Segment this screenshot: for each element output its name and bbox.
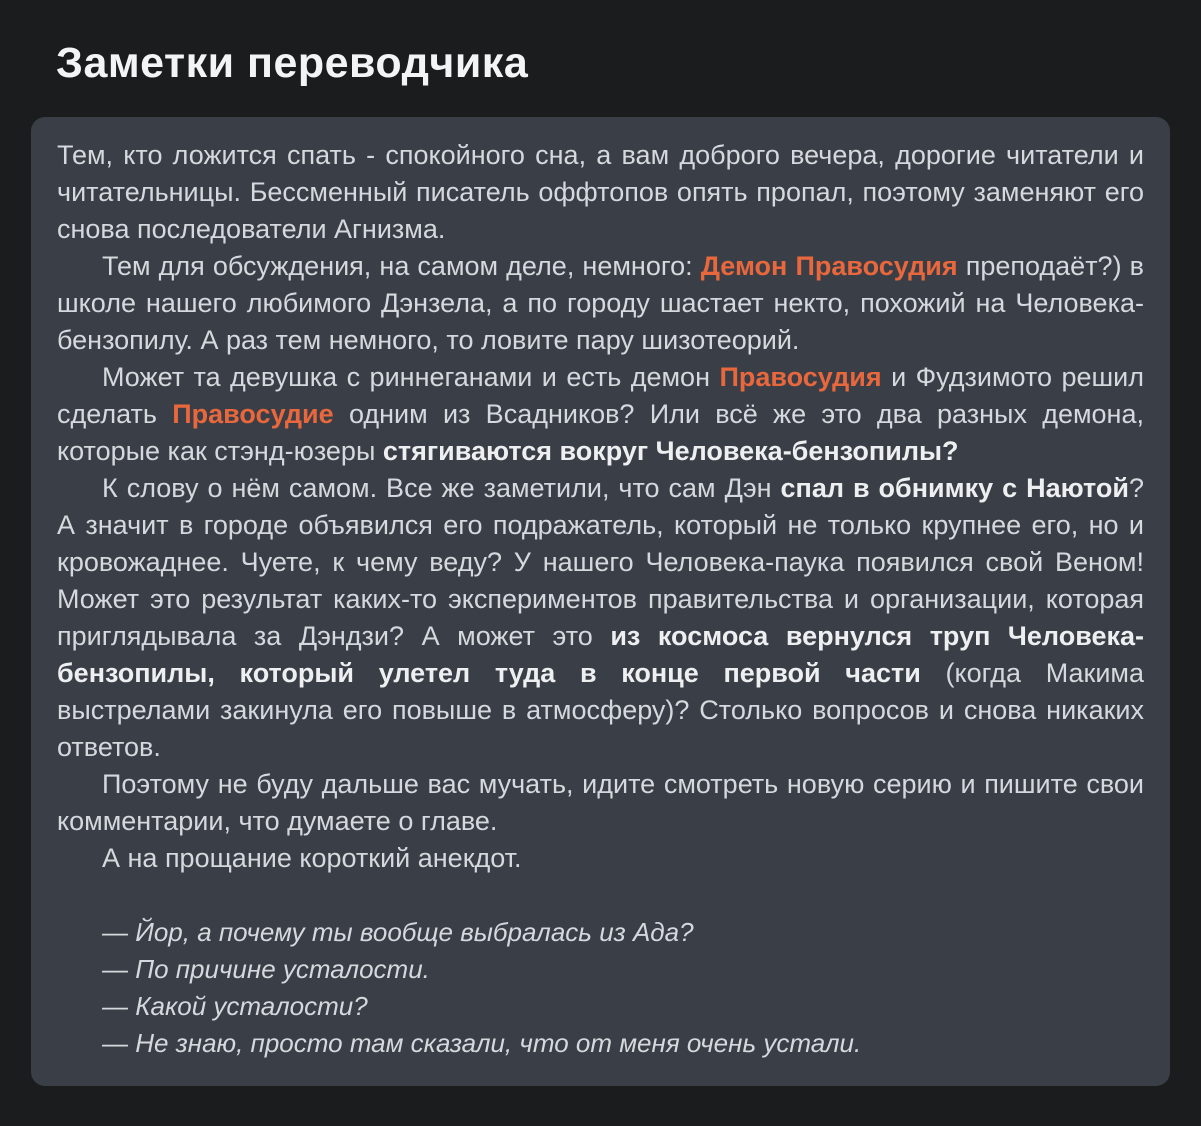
note-paragraph [57, 359, 1144, 470]
accent-text: Демон Правосудия [700, 250, 958, 281]
translator-note-card [31, 117, 1170, 1086]
dialogue-line: — Какой усталости? [102, 990, 368, 1021]
bold-text: спал в обнимку с Наютой [780, 472, 1129, 503]
text-segment: Поэтому не буду дальше вас мучать, идите смотреть новую серию и пишите свои комментарии, что думаете о главе. [57, 768, 1144, 836]
accent-text: Правосудие [172, 398, 334, 429]
bold-text: из космоса вернулся труп Человека-бензопилы, который улетел туда в конце первой части [57, 620, 1144, 688]
text-segment: ? А значит в городе объявился его подражатель, который не только крупнее его, но и кровожаднее. Чуете, к чему веду? У нашего Человека-паука появился свой Веном! Может это результат каких-то экспериментов правительства и организации, которая приглядывала за Дэндзи? А может это [57, 472, 1144, 651]
anecdote-dialogue [57, 914, 1144, 1062]
text-segment: одним из Всадников? Или всё же это два разных демона, которые как стэнд-юзеры [57, 398, 1144, 466]
text-segment: и Фудзимото решил сделать [57, 361, 1144, 429]
text-segment: К слову о нём самом. Все же заметили, что сам Дэн [102, 472, 781, 503]
note-paragraph [57, 766, 1144, 840]
note-body [57, 137, 1144, 1062]
dialogue-line: — Йор, а почему ты вообще выбралась из Ада? [102, 916, 694, 947]
note-paragraph [57, 840, 1144, 877]
text-segment: (когда Макима выстрелами закинула его повыше в атмосферу)? Столько вопросов и снова никаких ответов. [57, 657, 1144, 762]
accent-text: Правосудия [719, 361, 882, 392]
note-paragraph [57, 248, 1144, 359]
text-segment: Тем для обсуждения, на самом деле, немного: [102, 250, 701, 281]
dialogue-line: — Не знаю, просто там сказали, что от меня очень устали. [102, 1027, 862, 1058]
text-segment: А на прощание короткий анекдот. [102, 842, 522, 873]
text-segment: Тем, кто ложится спать - спокойного сна, а вам доброго вечера, дорогие читатели и читательницы. Бессменный писатель оффтопов опять пропал, поэтому заменяют его снова последователи Агнизма. [57, 139, 1144, 244]
dialogue-line: — По причине усталости. [102, 953, 430, 984]
text-segment: Может та девушка с риннеганами и есть демон [102, 361, 720, 392]
note-paragraph [57, 137, 1144, 248]
note-paragraph [57, 470, 1144, 766]
bold-text: стягиваются вокруг Человека-бензопилы? [382, 435, 959, 466]
text-segment: преподаёт?) в школе нашего любимого Дэнзела, а по городу шастает некто, похожий на Человека-бензопилу. А раз тем немного, то ловите пару шизотеорий. [57, 250, 1145, 355]
page-title: Заметки переводчика [56, 39, 529, 87]
note-paragraphs [57, 137, 1144, 877]
